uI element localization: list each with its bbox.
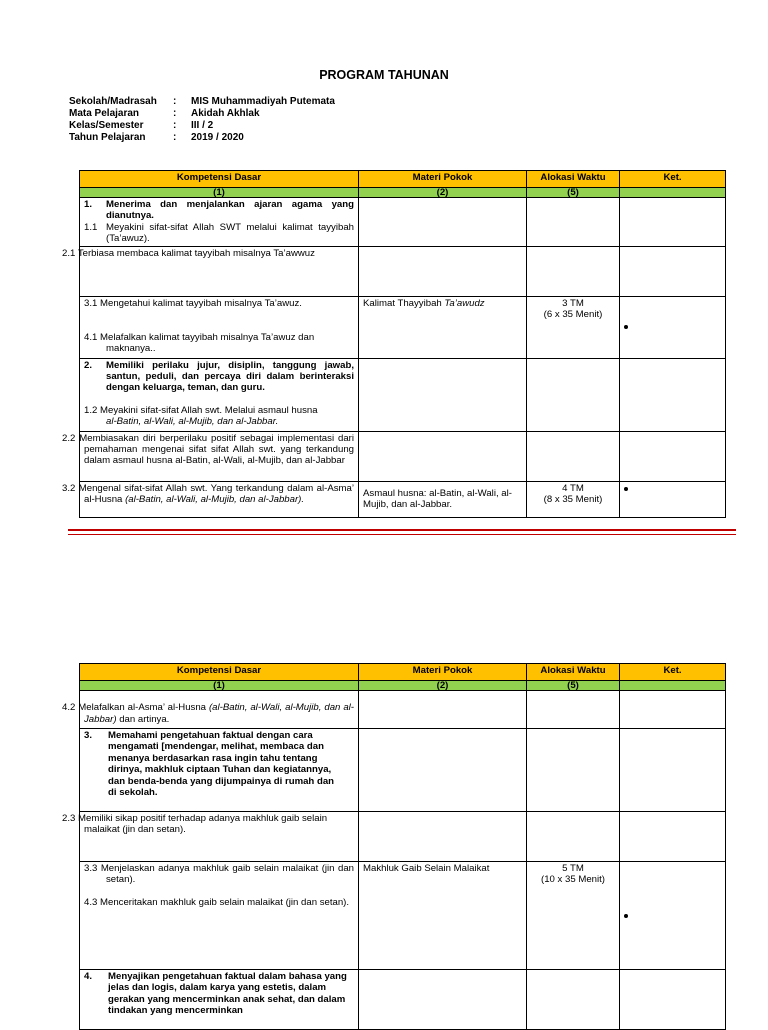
kompetensi-cell bbox=[62, 481, 359, 517]
info-value: 2019 / 2020 bbox=[191, 132, 244, 143]
info-colon: : bbox=[173, 108, 177, 119]
info-label: Sekolah/Madrasah bbox=[69, 96, 157, 107]
ket-cell bbox=[620, 481, 726, 517]
kompetensi-cell bbox=[80, 970, 359, 1030]
info-value: Akidah Akhlak bbox=[191, 108, 260, 119]
info-colon: : bbox=[173, 96, 177, 107]
kompetensi-cell bbox=[80, 729, 359, 812]
header-alokasi-waktu: Alokasi Waktu bbox=[527, 664, 620, 681]
alokasi-cell bbox=[527, 729, 620, 812]
alokasi-cell bbox=[527, 296, 620, 358]
alokasi-cell bbox=[527, 198, 620, 247]
info-colon: : bbox=[173, 132, 177, 143]
kd-text: Meyakini sifat-sifat Allah SWT melalui kalimat tayyibah (Ta’awuz). bbox=[106, 221, 354, 245]
kd-text: 4.3 Menceritakan makhluk gaib selain malaikat (jin dan setan). bbox=[84, 896, 350, 908]
ket-cell bbox=[620, 862, 726, 970]
bullet-icon bbox=[624, 914, 628, 918]
table-header-row bbox=[80, 171, 726, 188]
ket-cell bbox=[620, 812, 726, 862]
kd-number: 1.1 bbox=[84, 221, 98, 233]
table-row bbox=[80, 198, 726, 247]
info-label: Tahun Pelajaran bbox=[69, 132, 146, 143]
table-row bbox=[80, 431, 726, 481]
alokasi-menit: (8 x 35 Menit) bbox=[543, 494, 603, 506]
header-kompetensi-dasar: Kompetensi Dasar bbox=[80, 664, 359, 681]
materi-cell bbox=[359, 970, 527, 1030]
materi-cell bbox=[359, 862, 527, 970]
alokasi-tm: 4 TM bbox=[562, 482, 584, 494]
info-value: III / 2 bbox=[191, 120, 214, 131]
table-number-row bbox=[80, 188, 726, 198]
kd-text-end: dan artinya. bbox=[116, 713, 170, 725]
column-number: (5) bbox=[527, 188, 620, 198]
table-header-row bbox=[80, 664, 726, 681]
program-table-page-2 bbox=[62, 663, 726, 1030]
kompetensi-cell bbox=[80, 198, 359, 247]
header-materi-pokok: Materi Pokok bbox=[359, 664, 527, 681]
alokasi-cell bbox=[527, 812, 620, 862]
materi-cell bbox=[359, 812, 527, 862]
info-row-subject bbox=[69, 108, 335, 120]
bullet-icon bbox=[624, 325, 628, 329]
ki-item bbox=[84, 199, 354, 222]
alokasi-cell bbox=[527, 246, 620, 296]
materi-cell bbox=[359, 431, 527, 481]
table-row bbox=[80, 481, 726, 517]
kompetensi-cell bbox=[80, 296, 359, 358]
column-number: (2) bbox=[359, 188, 527, 198]
alokasi-cell bbox=[527, 358, 620, 431]
header-ket: Ket. bbox=[620, 664, 726, 681]
kd-text: 3.1 Mengetahui kalimat tayyibah misalnya Ta’awuz. bbox=[84, 297, 302, 309]
info-label: Kelas/Semester bbox=[69, 120, 144, 131]
column-number: (1) bbox=[80, 681, 359, 691]
alokasi-cell bbox=[527, 691, 620, 729]
kd-text: 2.2 Membiasakan diri berperilaku positif sebagai implementasi dari pemahaman mengenai sifat sifat Allah swt. yang terkandung dalam asmaul husna al-Batin, al-Wali, al-Mujib, dan al-Jabbar bbox=[80, 431, 359, 481]
ki-text: Memahami pengetahuan faktual dengan cara mengamati [mendengar, melihat, membaca dan menanya berdasarkan rasa ingin tahu tentang dirinya, makhluk ciptaan Tuhan dan kegiatannya, dan benda-benda yang dijumpainya di rumah dan di sekolah. bbox=[108, 730, 335, 799]
table-row bbox=[80, 729, 726, 812]
ki-text: Memiliki perilaku jujur, disiplin, tanggung jawab, santun, peduli, dan percaya diri dalam berinteraksi dengan keluarga, teman, dan guru. bbox=[106, 359, 354, 394]
program-table-page-1 bbox=[62, 170, 726, 518]
kd-text: 3.2 Mengenal sifat-sifat Allah swt. Yang terkandung dalam al-Asma’ al-Husna bbox=[62, 482, 354, 506]
column-number bbox=[620, 681, 726, 691]
ki-item bbox=[84, 360, 354, 394]
header-materi-pokok: Materi Pokok bbox=[359, 171, 527, 188]
alokasi-tm: 3 TM bbox=[562, 297, 584, 309]
materi-cell bbox=[359, 691, 527, 729]
ki-number: 4. bbox=[84, 971, 93, 982]
alokasi-cell bbox=[527, 862, 620, 970]
header-kompetensi-dasar: Kompetensi Dasar bbox=[80, 171, 359, 188]
header-ket: Ket. bbox=[620, 171, 726, 188]
info-value: MIS Muhammadiyah Putemata bbox=[191, 96, 335, 107]
ket-cell bbox=[620, 246, 726, 296]
alokasi-cell bbox=[527, 431, 620, 481]
ket-cell bbox=[620, 431, 726, 481]
info-colon: : bbox=[173, 120, 177, 131]
column-number: (1) bbox=[80, 188, 359, 198]
header-alokasi-waktu: Alokasi Waktu bbox=[527, 171, 620, 188]
ki-text: Menyajikan pengetahuan faktual dalam bahasa yang jelas dan logis, dalam karya yang estetis, dalam gerakan yang mencerminkan anak sehat, dan dalam tindakan yang mencerminkan bbox=[108, 971, 347, 1017]
alokasi-menit: (6 x 35 Menit) bbox=[543, 309, 603, 321]
kd-text: 3.3 Menjelaskan adanya makhluk gaib selain malaikat (jin dan setan). bbox=[84, 863, 354, 886]
materi-text: Makhluk Gaib Selain Malaikat bbox=[363, 863, 490, 874]
school-info bbox=[69, 96, 335, 144]
kd-italic-text: (al-Batin, al-Wali, al-Mujib, dan al-Jabbar) bbox=[84, 702, 354, 725]
kd-italic-text: al-Batin, al-Wali, al-Mujib, dan al-Jabbar. bbox=[106, 416, 279, 428]
bullet-icon bbox=[624, 487, 628, 491]
alokasi-cell bbox=[527, 970, 620, 1030]
ket-cell bbox=[620, 296, 726, 358]
kd-text: 4.2 Melafalkan al-Asma’ al-Husna bbox=[62, 702, 209, 714]
info-row-school bbox=[69, 96, 335, 108]
document-title: PROGRAM TAHUNAN bbox=[319, 68, 449, 82]
table-row bbox=[80, 246, 726, 296]
kd-text: 2.3 Memiliki sikap positif terhadap adanya makhluk gaib selain malaikat (jin dan setan). bbox=[80, 812, 359, 862]
alokasi-tm: 5 TM bbox=[562, 863, 584, 874]
kd-item bbox=[84, 405, 354, 428]
column-number bbox=[620, 188, 726, 198]
ket-cell bbox=[620, 358, 726, 431]
column-number: (5) bbox=[527, 681, 620, 691]
kompetensi-cell bbox=[80, 358, 359, 431]
info-label: Mata Pelajaran bbox=[69, 108, 140, 119]
kd-text: 2.1 Terbiasa membaca kalimat tayyibah misalnya Ta’awwuz bbox=[80, 246, 359, 296]
materi-cell bbox=[359, 296, 527, 358]
ki-number: 1. bbox=[84, 199, 93, 210]
ki-number: 2. bbox=[84, 359, 93, 371]
alokasi-menit: (10 x 35 Menit) bbox=[541, 874, 605, 886]
ki-item bbox=[84, 971, 354, 1017]
alokasi-cell bbox=[527, 481, 620, 517]
ket-cell bbox=[620, 729, 726, 812]
ket-cell bbox=[620, 691, 726, 729]
kd-item bbox=[84, 222, 354, 245]
table-row bbox=[80, 691, 726, 729]
table-row bbox=[80, 358, 726, 431]
materi-cell bbox=[359, 198, 527, 247]
materi-italic-text: Ta’awudz bbox=[444, 297, 485, 309]
column-number: (2) bbox=[359, 681, 527, 691]
materi-cell bbox=[359, 481, 527, 517]
page-separator bbox=[68, 529, 736, 535]
ki-number: 3. bbox=[84, 730, 93, 741]
ki-item bbox=[84, 730, 354, 798]
materi-cell bbox=[359, 358, 527, 431]
materi-text: Kalimat Thayyibah bbox=[363, 297, 445, 309]
table-row bbox=[80, 862, 726, 970]
ki-text: Menerima dan menjalankan ajaran agama yang dianutnya. bbox=[106, 199, 354, 222]
info-row-year bbox=[69, 132, 335, 144]
kd-text: 4.1 Melafalkan kalimat tayyibah misalnya Ta’awuz dan maknanya.. bbox=[84, 332, 315, 355]
table-number-row bbox=[80, 681, 726, 691]
ket-cell bbox=[620, 198, 726, 247]
materi-text: Asmaul husna: al-Batin, al-Wali, al-Mujib, dan al-Jabbar. bbox=[363, 487, 512, 511]
kd-italic-text: (al-Batin, al-Wali, al-Mujib, dan al-Jabbar). bbox=[125, 494, 305, 506]
kompetensi-cell bbox=[62, 691, 359, 729]
materi-cell bbox=[359, 729, 527, 812]
table-row bbox=[80, 970, 726, 1030]
table-row bbox=[80, 296, 726, 358]
materi-cell bbox=[359, 246, 527, 296]
ket-cell bbox=[620, 970, 726, 1030]
kd-text: 1.2 Meyakini sifat-sifat Allah swt. Melalui asmaul husna bbox=[84, 404, 318, 416]
kompetensi-cell bbox=[80, 862, 359, 970]
info-row-class bbox=[69, 120, 335, 132]
table-row bbox=[80, 812, 726, 862]
